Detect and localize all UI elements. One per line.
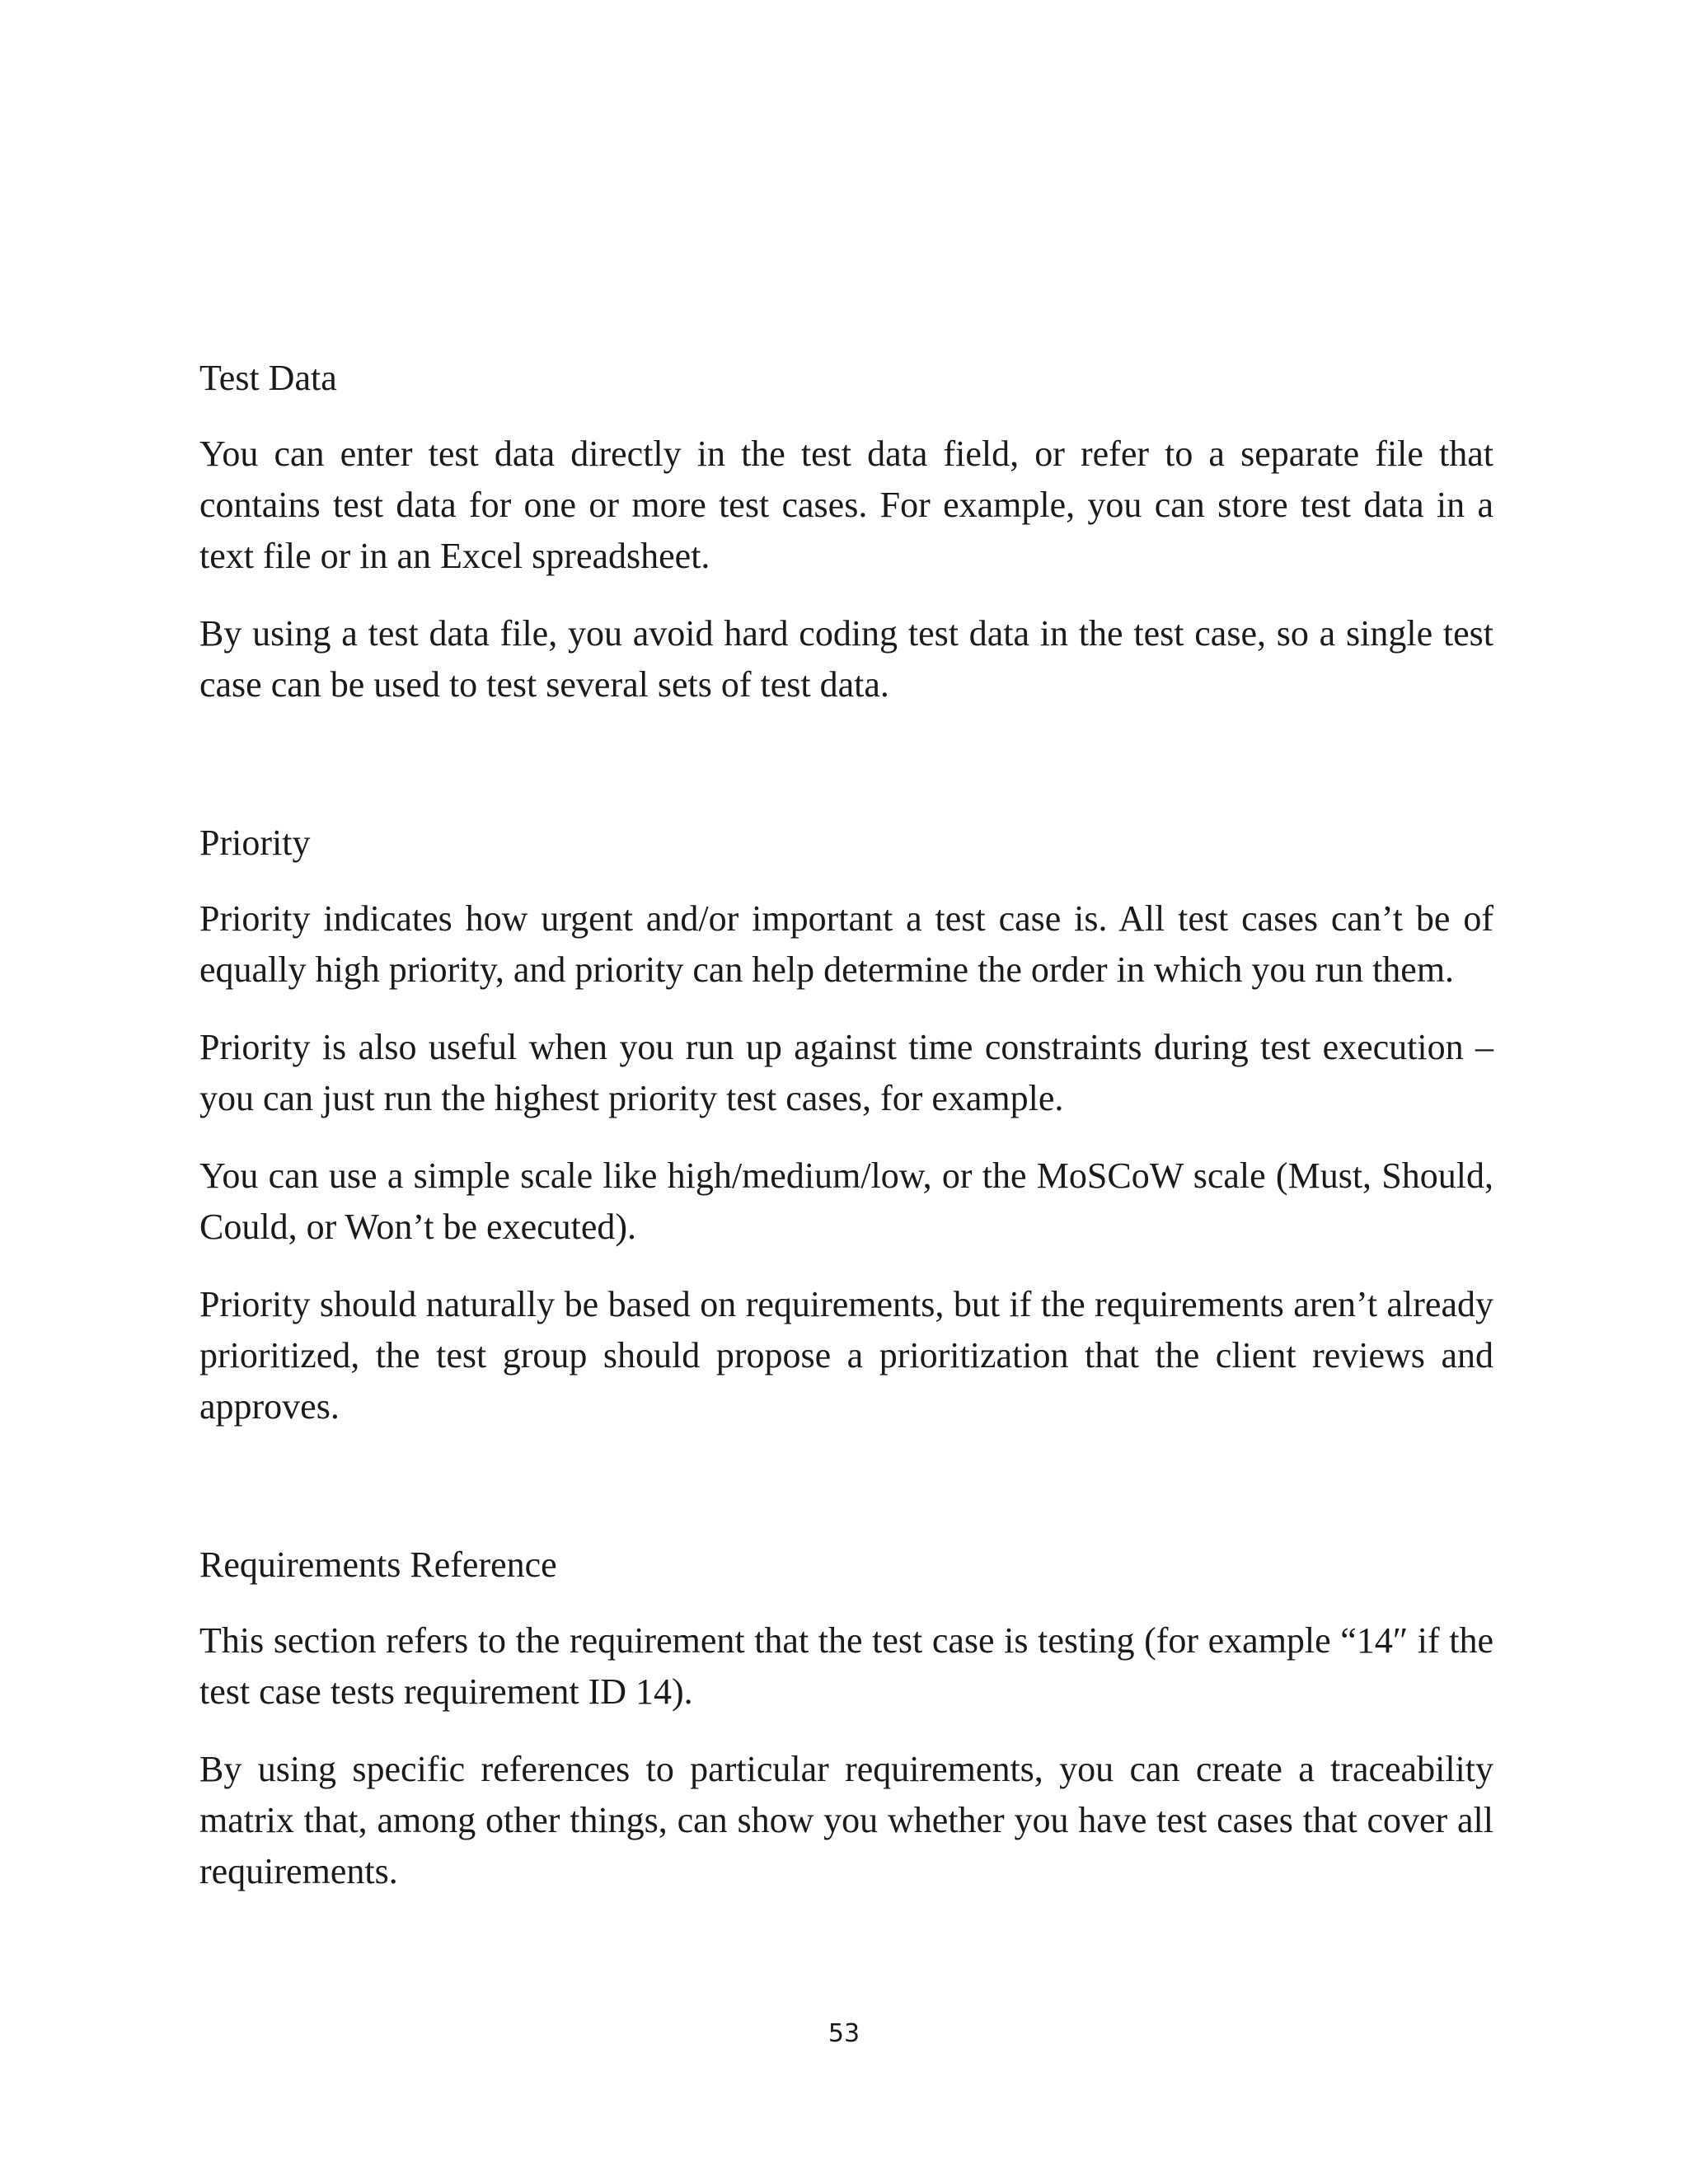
paragraph: Priority is also useful when you run up against time constraints during test execution – you can just run the highest priority test cases, for example. (199, 1027, 1493, 1118)
section-spacer (199, 737, 1493, 818)
section-heading: Requirements Reference (199, 1544, 557, 1585)
paragraph: By using a test data file, you avoid hard coding test data in the test case, so a single test case can be used to test several sets of test data. (199, 613, 1493, 705)
section-requirements-reference (199, 1540, 1493, 1897)
paragraph: Priority indicates how urgent and/or important a test case is. All test cases can’t be of equally high priority, and priority can help determine the order in which you run them. (199, 898, 1493, 990)
section-heading: Priority (199, 823, 311, 863)
paragraph: You can enter test data directly in the test data field, or refer to a separate file that contains test data for one or more test cases. For example, you can store test data in a text file or in an Excel spreadsheet. (199, 434, 1493, 576)
paragraph: By using specific references to particular requirements, you can create a traceability matrix that, among other things, can show you whether you have test cases that cover all requirements. (199, 1749, 1493, 1891)
section-spacer (199, 1459, 1493, 1540)
page-number: 53 (828, 2019, 860, 2048)
page-content (199, 353, 1493, 1924)
paragraph: Priority should naturally be based on requirements, but if the requirements aren’t already prioritized, the test group should propose a prioritization that the client reviews and approves. (199, 1284, 1493, 1427)
paragraph: You can use a simple scale like high/medium/low, or the MoSCoW scale (Must, Should, Could, or Won’t be executed). (199, 1155, 1493, 1247)
section-priority (199, 818, 1493, 1432)
paragraph: This section refers to the requirement that the test case is testing (for example “14″ if the test case tests requirement ID 14). (199, 1620, 1493, 1712)
section-test-data (199, 353, 1493, 710)
section-heading: Test Data (199, 358, 337, 398)
